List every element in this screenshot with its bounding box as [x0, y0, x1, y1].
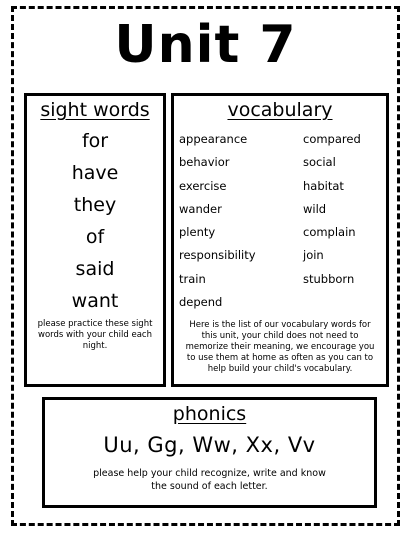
vocabulary-box: [171, 93, 389, 387]
vocabulary-word: join: [303, 248, 324, 263]
vocabulary-word: wander: [179, 201, 222, 216]
phonics-note: please help your child recognize, write and know the sound of each letter.: [93, 468, 326, 492]
vocabulary-word: appearance: [179, 132, 248, 146]
page-title: Unit 7: [114, 15, 297, 75]
vocabulary-word: train: [179, 271, 206, 286]
sight-word: for: [81, 130, 109, 152]
phonics-letters: Uu, Gg, Ww, Xx, Vv: [103, 433, 316, 457]
vocabulary-list: [179, 128, 386, 314]
sight-word: have: [71, 162, 119, 184]
vocabulary-word: plenty: [179, 225, 216, 240]
vocabulary-note: Here is the list of our vocabulary words for this unit, your child does not need to memorize their meaning, we encourage you to use them at home as often as you can to help build your child's vocabulary.: [185, 320, 375, 375]
vocabulary-heading: vocabulary: [227, 99, 333, 121]
sight-word: said: [75, 258, 115, 280]
vocabulary-word: wild: [303, 201, 327, 216]
sight-words-box: [24, 93, 166, 387]
vocabulary-word: habitat: [303, 178, 344, 193]
sight-words-list: [27, 125, 163, 317]
vocabulary-word: depend: [179, 295, 223, 310]
sight-words-heading: sight words: [40, 99, 150, 121]
vocabulary-word: stubborn: [303, 271, 355, 286]
sight-word: they: [73, 194, 117, 216]
vocabulary-word: behavior: [179, 155, 230, 170]
vocabulary-word: responsibility: [179, 248, 256, 263]
vocabulary-word: social: [303, 155, 336, 170]
sight-words-note: please practice these sight words with your child each night.: [37, 319, 153, 351]
sight-word: of: [85, 226, 105, 248]
vocabulary-word: exercise: [179, 178, 227, 193]
vocabulary-word: compared: [303, 132, 361, 146]
vocabulary-word: complain: [303, 225, 356, 240]
phonics-heading: phonics: [172, 403, 247, 425]
phonics-box: [42, 397, 377, 508]
sight-word: want: [71, 290, 119, 312]
